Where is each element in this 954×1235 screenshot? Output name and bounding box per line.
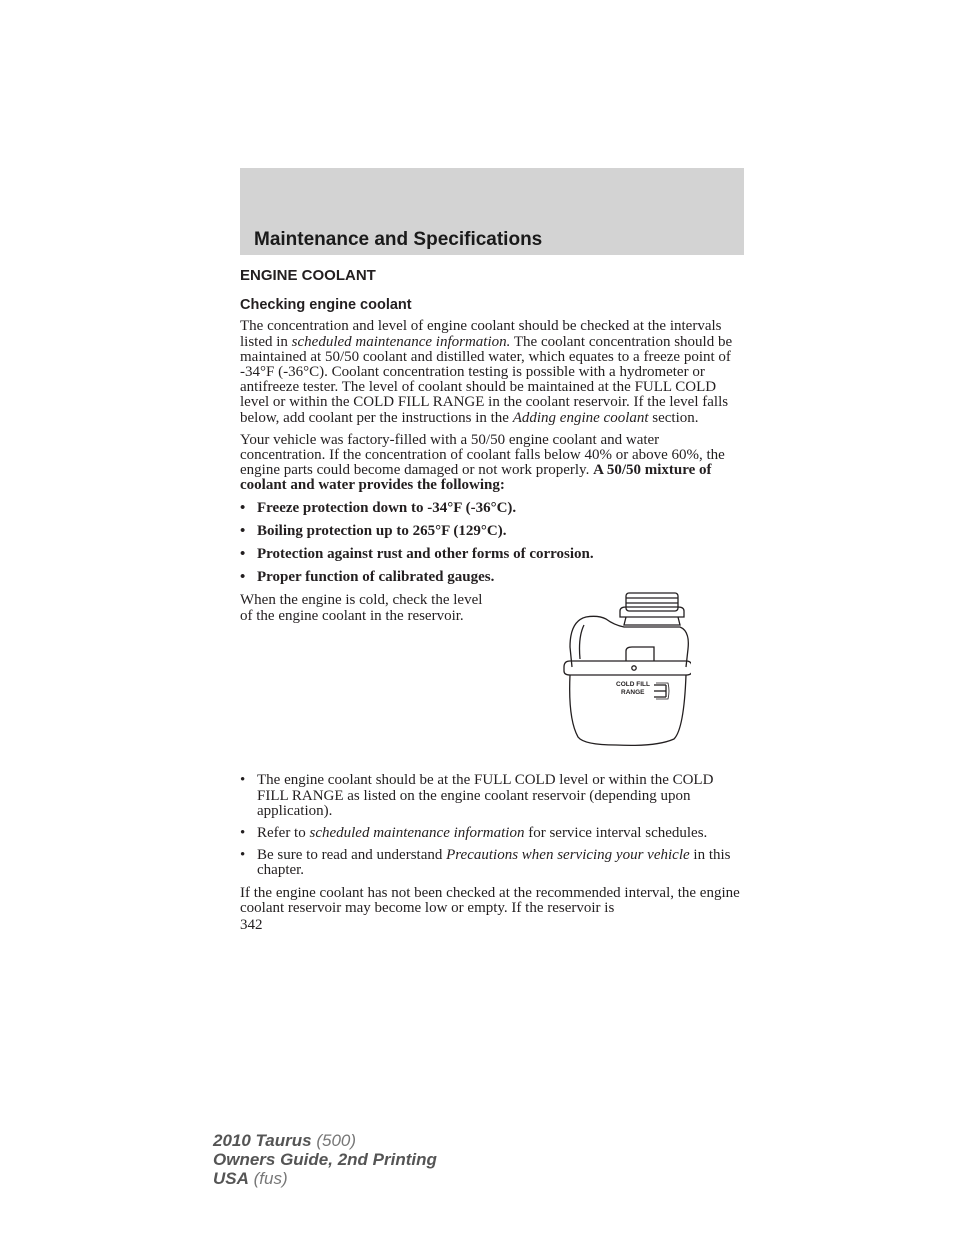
coolant-check-list xyxy=(240,773,746,878)
footer xyxy=(213,1131,437,1188)
list-item: • Freeze protection down to -34°F (-36°C). xyxy=(240,499,517,516)
cold-fill-label: COLD FILL xyxy=(616,681,650,689)
figure-caption: When the engine is cold, check the level of the engine coolant in the reservoir. xyxy=(240,592,483,624)
link-scheduled-maintenance-2: scheduled maintenance information xyxy=(309,825,525,842)
list-item: • Proper function of calibrated gauges. xyxy=(240,569,495,586)
link-precautions: Precautions when servicing your vehicle xyxy=(446,847,690,864)
paragraph-1: The concentration and level of engine coolant should be checked at the intervals listed in scheduled maintenance information. The coolant concentration should be maintained at 50/50 coolant and distilled water, which equates to a freeze point of -34°F (-36°C). Coolant concentration testing is possible with a hydrometer or antifreeze tester. The level of coolant should be maintained at the FULL COLD level or within the COLD FILL RANGE in the coolant reservoir. If the level falls below, add coolant per the instructions in the Adding engine coolant section. xyxy=(240,318,733,426)
link-scheduled-maintenance: scheduled maintenance information. xyxy=(291,333,511,350)
section-header-band xyxy=(240,168,744,255)
paragraph-2: Your vehicle was factory-filled with a 50/50 engine coolant and water concentration. If the concentration of coolant falls below 40% or above 60%, the engine parts could become damaged or not work properly. A 50/50 mixture of coolant and water provides the following: xyxy=(240,431,725,494)
page-number: 342 xyxy=(240,917,263,934)
section-title: ENGINE COOLANT xyxy=(240,267,376,284)
section-header-title: Maintenance and Specifications xyxy=(254,229,543,250)
section-subtitle: Checking engine coolant xyxy=(240,297,412,314)
footer-line-2: Owners Guide, 2nd Printing xyxy=(213,1150,437,1169)
coolant-reservoir-illustration xyxy=(556,589,691,749)
figure-row xyxy=(240,593,746,773)
paragraph-3: If the engine coolant has not been checked at the recommended interval, the engine coolant reservoir may become low or empty. If the reservoir is xyxy=(240,884,740,916)
footer-line-3: USA (fus) xyxy=(213,1169,288,1188)
list-item: • Refer to scheduled maintenance information for service interval schedules. xyxy=(240,825,708,842)
list-item: • Be sure to read and understand Precautions when servicing your vehicle in this chapter. xyxy=(240,847,731,879)
page-content xyxy=(240,266,746,933)
list-item: • Boiling protection up to 265°F (129°C). xyxy=(240,522,507,539)
list-item: • The engine coolant should be at the FULL COLD level or within the COLD FILL RANGE as listed on the engine coolant reservoir (depending upon application). xyxy=(240,772,714,819)
footer-line-1: 2010 Taurus (500) xyxy=(213,1131,357,1150)
link-adding-engine-coolant: Adding engine coolant xyxy=(512,409,649,426)
range-label: RANGE xyxy=(621,689,645,697)
list-item: • Protection against rust and other forms of corrosion. xyxy=(240,546,594,563)
protection-list xyxy=(240,501,746,586)
